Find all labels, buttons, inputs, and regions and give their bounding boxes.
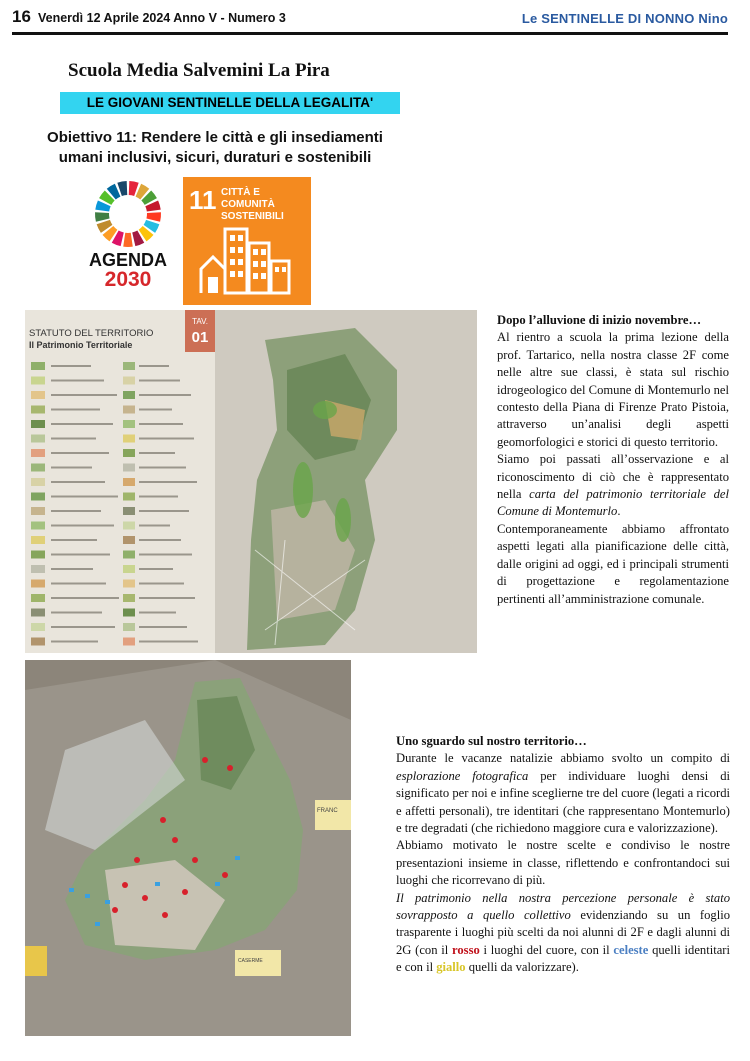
map-title-line-1: STATUTO DEL TERRITORIO [29, 328, 154, 339]
legend-text-line [139, 641, 198, 643]
legend-swatch [31, 406, 45, 414]
sdg-number: 11 [189, 185, 217, 215]
tav-label: TAV. [192, 317, 208, 326]
legend-swatch [31, 536, 45, 544]
legend-swatch [123, 493, 135, 501]
legend-swatch [31, 391, 45, 399]
article-territorio [396, 733, 730, 977]
legend-swatch [31, 478, 45, 486]
legend-text-line [51, 554, 110, 556]
legend-swatch [31, 464, 45, 472]
note-franc: FRANC [317, 808, 338, 814]
legend-swatch [123, 580, 135, 588]
legend-swatch [123, 594, 135, 602]
article-2-paragraph-1 [396, 750, 730, 837]
legend-swatch [123, 638, 135, 646]
legend-text-line [51, 525, 114, 527]
legend-text-line [51, 467, 92, 469]
legend-swatch [123, 449, 135, 457]
objective-title [30, 128, 400, 168]
article-1-p2-end: . [617, 504, 621, 519]
color-word-red: rosso [452, 942, 480, 957]
legend-swatch [123, 522, 135, 530]
legend-swatch [123, 435, 135, 443]
legend-swatch [31, 493, 45, 501]
legend-text-line [51, 612, 102, 614]
legend-swatch [123, 464, 135, 472]
legend-text-line [139, 394, 191, 396]
article-2-p3-end: quelli da valorizzare). [465, 960, 579, 975]
agenda-2030-logo [80, 178, 176, 296]
objective-line-2: umani inclusivi, sicuri, duraturi e sostenibili [58, 149, 372, 166]
legend-text-line [139, 554, 192, 556]
issue-date: Venerdì 12 Aprile 2024 Anno V - Numero 3 [38, 11, 286, 25]
legend-text-line [51, 452, 109, 454]
newspaper-brand: Le SENTINELLE DI NONNO Nino [521, 11, 728, 26]
legend-swatch [31, 565, 45, 573]
legend-swatch [31, 435, 45, 443]
article-1-paragraph-2 [497, 451, 729, 521]
legend-swatch [123, 377, 135, 385]
article-2-p1-end: per individuare luoghi densi di significato per noi e infine sceglierne tre del cuore (legati a ricordi e affetti personali), tre identitari (che rappresentano Montemurlo) e tre degradati (che richiedono maggiore cura e valorizzazione). [396, 768, 730, 836]
legend-text-line [139, 438, 194, 440]
article-1-p2-text: Siamo poi passati all’osservazione e al riconoscimento di ciò che è rappresentato nella [497, 452, 729, 502]
legend-swatch [31, 638, 45, 646]
legend-text-line [139, 597, 195, 599]
article-2-p3-text: evidenziando su un foglio trasparente i luoghi più scelti da noi alunni di 2F e dagli alunni di 2G (con il [396, 908, 730, 957]
legend-swatch [123, 507, 135, 515]
legend-swatch [123, 551, 135, 559]
legend-text-line [51, 597, 119, 599]
legend-text-line [139, 626, 187, 628]
legend-text-line [51, 438, 96, 440]
legend-text-line [51, 380, 104, 382]
objective-line-1: Obiettivo 11: Rendere le città e gli insediamenti [47, 129, 383, 146]
article-2-p1-emphasis: esplorazione fotografica [396, 768, 529, 783]
legend-swatch [123, 536, 135, 544]
legend-text-line [139, 583, 184, 585]
legend-text-line [139, 452, 175, 454]
legend-text-line [139, 568, 173, 570]
legend-text-line [139, 365, 169, 367]
article-1-paragraph-1: Al rientro a scuola la prima lezione della prof. Tartarico, nella nostra classe 2F come nelle altre sue classi, è stata sul rischio idrogeologico del Comune di Montemurlo nel contesto della Piana di Firenze Prato Pistoia, attraverso un’analisi degli aspetti geomorfologici e storici di questo territorio. [497, 330, 729, 449]
legend-text-line [139, 481, 197, 483]
legend-text-line [51, 394, 117, 396]
sdg-wheel-segment [146, 212, 161, 221]
legend-text-line [139, 510, 189, 512]
sdg-wheel-segment [95, 212, 110, 221]
legend-text-line [51, 568, 93, 570]
legend-swatch [123, 623, 135, 631]
legend-swatch [31, 507, 45, 515]
legend-text-line [139, 380, 180, 382]
legend-swatch [31, 551, 45, 559]
legend-text-line [139, 496, 178, 498]
legend-swatch [31, 420, 45, 428]
legend-swatch [123, 362, 135, 370]
sdg-wheel-segment [123, 233, 133, 247]
agenda-year: 2030 [104, 268, 152, 291]
legend-swatch [31, 362, 45, 370]
territory-map-photo [25, 310, 477, 653]
legend-swatch [31, 594, 45, 602]
tav-number: 01 [191, 329, 209, 346]
color-word-blue: celeste [613, 942, 649, 957]
legend-text-line [51, 409, 100, 411]
legend-text-line [139, 525, 170, 527]
article-2-p3-text-2: i luoghi del cuore, con il [479, 942, 614, 957]
legend-swatch [123, 420, 135, 428]
legend-swatch [123, 565, 135, 573]
article-alluvione [497, 312, 729, 608]
legend-text-line [51, 365, 91, 367]
legend-swatch [31, 580, 45, 588]
sdg-title: CITTÀ E COMUNITÀ SOSTENIBILI [221, 187, 284, 222]
school-name: Scuola Media Salvemini La Pira [68, 60, 330, 81]
legend-text-line [139, 539, 181, 541]
legend-swatch [31, 522, 45, 530]
overlay-map-photo [25, 660, 351, 1036]
article-2-p1-text: Durante le vacanze natalizie abbiamo svolto un compito di [396, 751, 730, 766]
sdg-wheel-icon [80, 178, 176, 250]
legend-swatch [31, 609, 45, 617]
agenda-word: AGENDA [88, 250, 167, 270]
article-1-heading: Dopo l’alluvione di inizio novembre… [497, 313, 702, 327]
legend-text-line [51, 539, 97, 541]
legend-text-line [51, 583, 106, 585]
legend-text-line [139, 423, 183, 425]
article-2-paragraph-3 [396, 890, 730, 977]
article-2-p3-emphasis: Il patrimonio nella nostra percezione personale è stato sovrapposto a quello collettivo [396, 890, 730, 923]
article-2-heading: Uno sguardo sul nostro territorio… [396, 734, 587, 748]
legend-text-line [139, 612, 176, 614]
title-banner: LE GIOVANI SENTINELLE DELLA LEGALITA' [60, 92, 400, 114]
article-1-paragraph-3: Contemporaneamente abbiamo affrontato aspetti legati alla pianificazione delle città, dalle origini ad oggi, ed i principali strumenti di progettazione e regolamentazione pertinenti all’amministrazione comunale. [497, 521, 729, 606]
legend-swatch [31, 377, 45, 385]
header-rule [12, 32, 728, 35]
legend-text-line [51, 423, 113, 425]
legend-text-line [51, 626, 115, 628]
legend-text-line [139, 467, 186, 469]
sdg-11-tile [183, 177, 311, 305]
legend-swatch [31, 449, 45, 457]
article-1-p2-emphasis: carta del patrimonio territoriale del Comune di Montemurlo [497, 487, 729, 519]
agenda-text [80, 250, 176, 290]
legend-swatch [123, 478, 135, 486]
legend-text-line [51, 641, 98, 643]
legend-text-line [51, 481, 105, 483]
legend-text-line [51, 510, 101, 512]
legend-text-line [139, 409, 172, 411]
legend-swatch [123, 391, 135, 399]
legend-swatch [31, 623, 45, 631]
page-number: 16 [12, 7, 31, 26]
color-word-yellow: giallo [436, 960, 466, 975]
map-title-line-2: Il Patrimonio Territoriale [29, 340, 133, 350]
note-caserme: CASERME [238, 958, 263, 964]
legend-swatch [123, 609, 135, 617]
article-2-p3-text-3: quelli identitari e con il [396, 942, 730, 975]
city-buildings-icon [183, 177, 311, 305]
legend-text-line [51, 496, 118, 498]
article-2-paragraph-2: Abbiamo motivato le nostre scelte e condiviso le nostre presentazioni insieme in classe, riflettendo e confrontandoci sui luoghi che ricorrevano di più. [396, 838, 730, 888]
legend-swatch [123, 406, 135, 414]
